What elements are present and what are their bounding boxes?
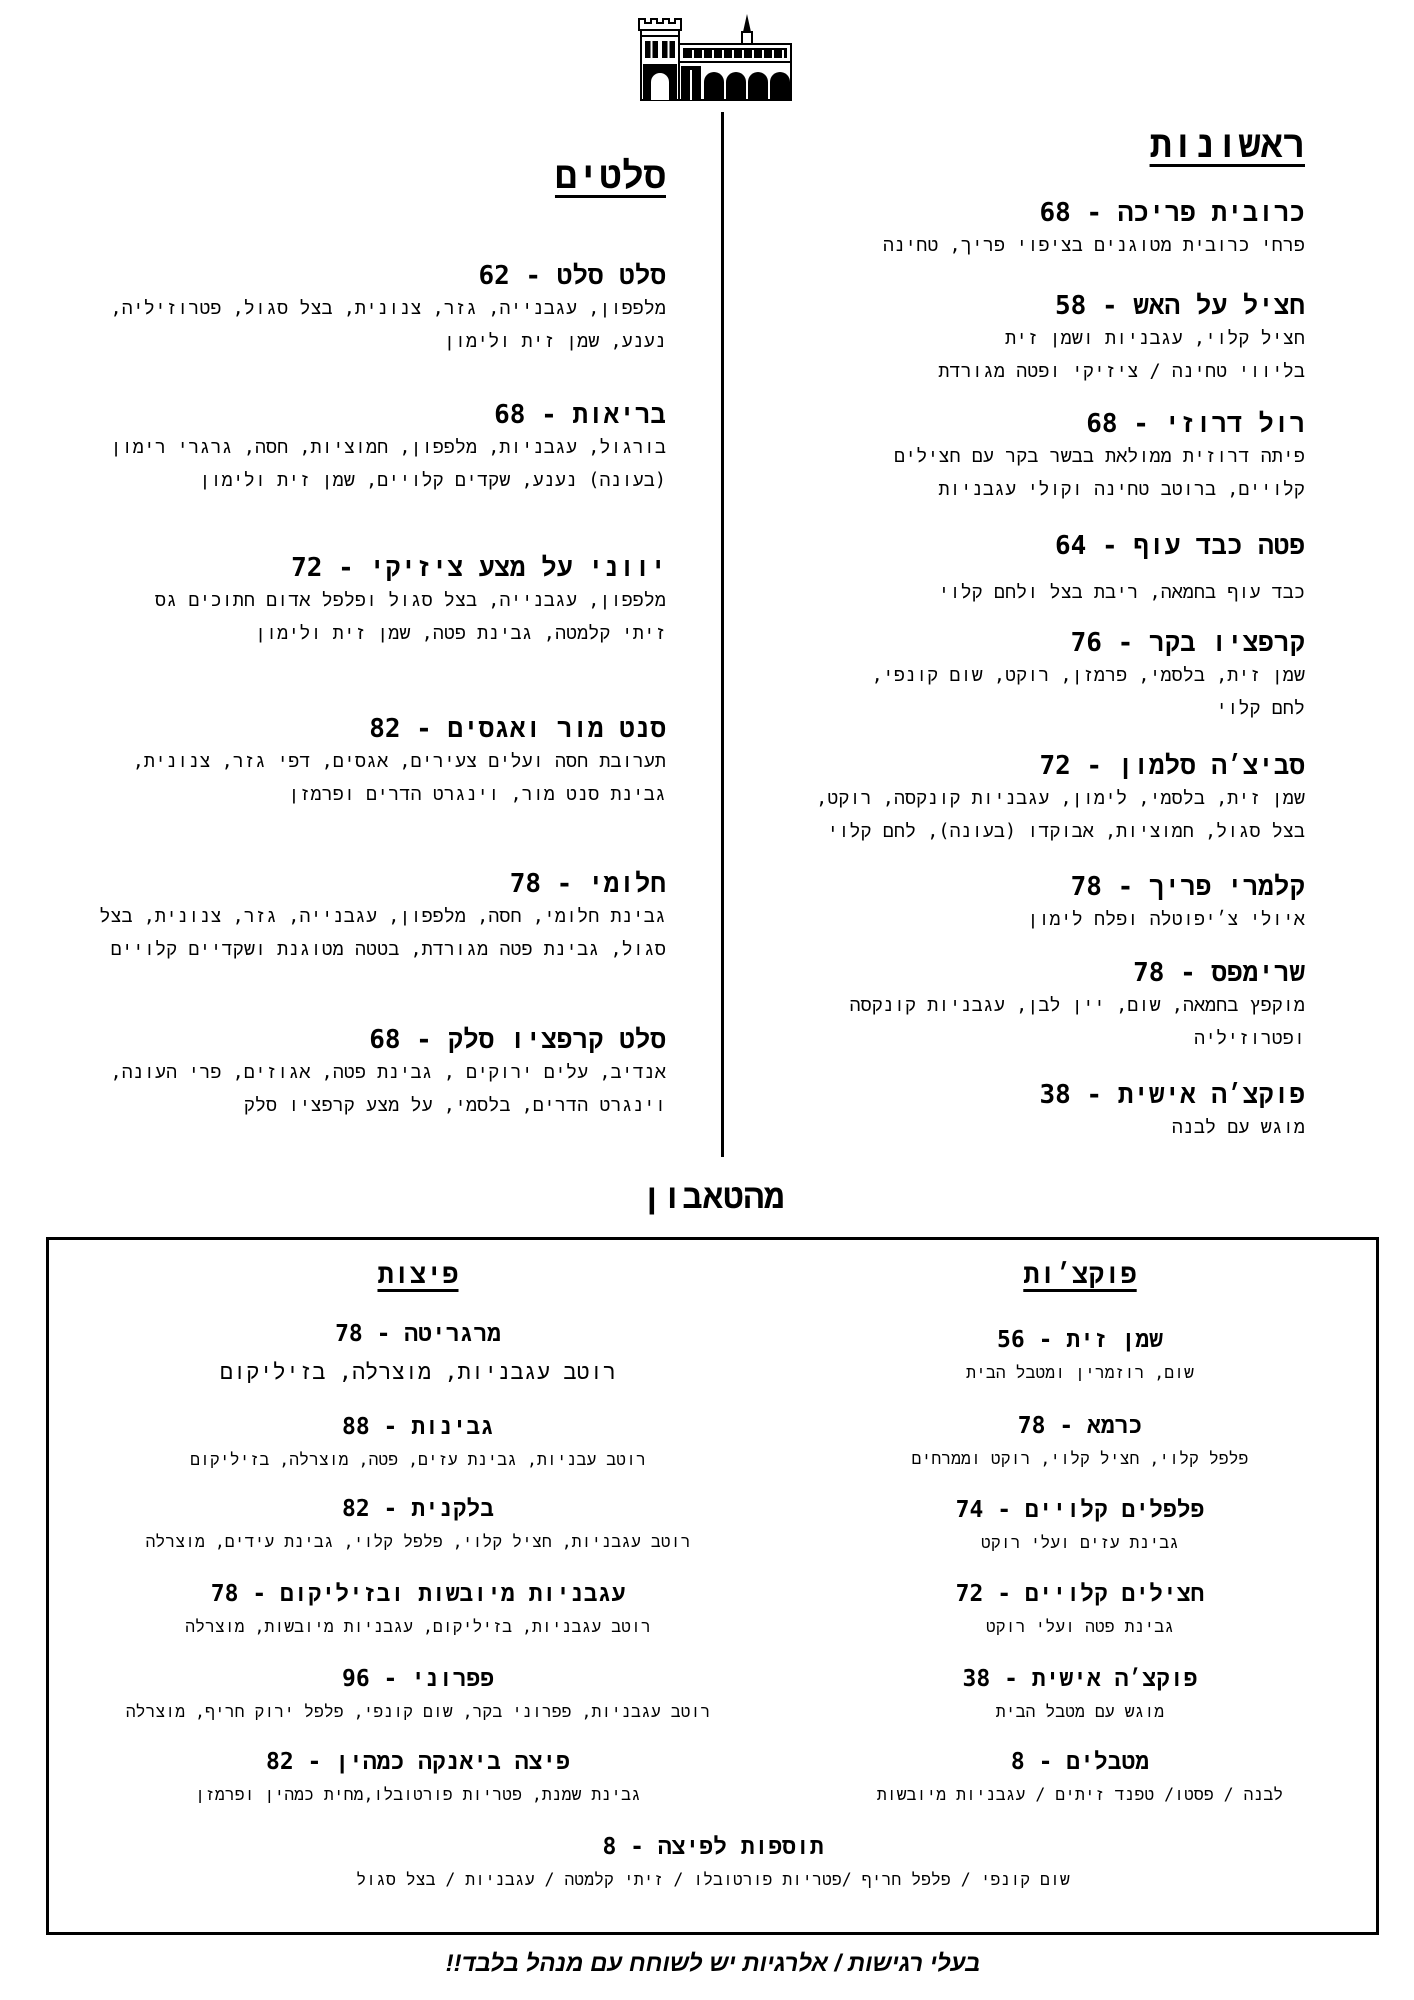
castle-logo-icon — [636, 12, 796, 104]
item-description: גבינת חלומי, חסה, מלפפון, עגבנייה, גזר, צנונית, בצל — [99, 906, 666, 927]
item-description: שום קונפי / פלפל חריף /פטריות פורטובלו / זיתי קלמטה / עגבניות / בצל סגול — [356, 1870, 1070, 1889]
menu-item — [133, 713, 666, 811]
menu-item — [800, 1495, 1360, 1556]
menu-item — [800, 1664, 1360, 1725]
item-description: לבנה / פסטו/ טפנד זיתים / עגבניות מיובשות — [876, 1785, 1284, 1804]
menu-item — [938, 290, 1305, 388]
menu-item — [99, 868, 666, 966]
item-title: קרפציו בקר - 76 — [1070, 628, 1305, 658]
item-description: כבד עוף בחמאה, ריבת בצל ולחם קלוי — [938, 582, 1305, 603]
item-title: סלט קרפציו סלק - 68 — [369, 1025, 666, 1055]
menu-item — [111, 399, 667, 497]
menu-item — [800, 1579, 1360, 1640]
item-title: סלט סלט - 62 — [478, 261, 666, 291]
item-title: בריאות - 68 — [494, 400, 666, 430]
item-title: עגבניות מיובשות ובזיליקום - 78 — [210, 1581, 626, 1607]
menu-item — [816, 750, 1305, 848]
menu-item — [78, 1664, 758, 1725]
item-title: חציל על האש - 58 — [1054, 291, 1305, 321]
item-description: פרחי כרובית מטוגנים בציפוי פריך, טחינה — [882, 235, 1305, 256]
item-title: פלפלים קלויים - 74 — [955, 1497, 1205, 1523]
menu-item — [1039, 1079, 1305, 1144]
item-description: תערובת חסה ועלים צעירים, אגסים, דפי גזר, צנונית, — [132, 751, 666, 772]
menu-item — [110, 1024, 666, 1122]
menu-item — [800, 1411, 1360, 1472]
item-description: נענע, שמן זית ולימון — [443, 331, 666, 352]
item-description: זיתי קלמטה, גבינת פטה, שמן זית ולימון — [254, 623, 666, 644]
item-description: גבינת סנט מור, וינגרט הדרים ופרמזן — [288, 784, 666, 805]
item-title: גבינות - 88 — [341, 1414, 495, 1440]
item-description: (בעונה) נענע, שקדים קלויים, שמן זית ולימון — [199, 470, 666, 491]
item-title: סביצ׳ה סלמון - 72 — [1039, 751, 1305, 781]
menu-item — [800, 1747, 1360, 1808]
item-description: שמן זית, בלסמי, לימון, עגבניות קונקסה, רוקט, — [816, 788, 1305, 809]
item-description: וינגרט הדרים, בלסמי, על מצע קרפציו סלק — [243, 1095, 666, 1116]
menu-item — [850, 957, 1306, 1055]
item-description: גבינת עזים ועלי רוקט — [980, 1533, 1180, 1552]
menu-item — [883, 197, 1305, 262]
item-title: פיצה ביאנקה כמהין - 82 — [266, 1749, 570, 1775]
item-title: תוספות לפיצה - 8 — [602, 1834, 824, 1860]
item-description: מוגש עם מטבל הבית — [995, 1702, 1165, 1721]
item-title: שמן זית - 56 — [997, 1327, 1163, 1353]
item-description: חציל קלוי, עגבניות ושמן זית — [1005, 328, 1305, 349]
item-description: מוקפץ בחמאה, שום, יין לבן, עגבניות קונקסה — [849, 995, 1305, 1016]
item-title: שרימפס - 78 — [1133, 958, 1305, 988]
allergy-notice: בעלי רגישות / אלרגיות יש לשוחח עם מנהל בלבד!! — [445, 1950, 981, 1977]
item-description: אנדיב, עלים ירוקים , גבינת פטה, אגוזים, פרי העונה, — [110, 1062, 666, 1083]
item-description: בורגול, עגבניות, מלפפון, חמוציות, חסה, גרגרי רימון — [110, 437, 666, 458]
item-title: מטבלים - 8 — [1010, 1749, 1150, 1775]
item-description: סגול, גבינת פטה מגורדת, בטטה מטוגנת ושקדיים קלויים — [110, 939, 666, 960]
item-title: פפרוני - 96 — [341, 1666, 495, 1692]
item-description: ופטרוזיליה — [1193, 1028, 1305, 1049]
menu-item — [800, 1325, 1360, 1386]
item-description: גבינת שמנת, פטריות פורטובלו,מחית כמהין ופרמזן — [195, 1785, 641, 1804]
menu-item — [872, 627, 1305, 725]
item-description: מלפפון, עגבנייה, בצל סגול ופלפל אדום חתוכים גס — [154, 590, 666, 611]
menu-item — [938, 530, 1305, 609]
item-title: בלקנית - 82 — [341, 1496, 495, 1522]
item-title: קלמרי פריך - 78 — [1070, 872, 1305, 902]
item-description: רוטב עגבניות, בזיליקום, עגבניות מיובשות, מוצרלה — [185, 1617, 651, 1636]
item-description: רוטב עגבניות, מוצרלה, בזיליקום — [219, 1360, 617, 1385]
starters-heading: ראשונות — [1149, 123, 1305, 166]
item-title: יווני על מצע ציזיקי - 72 — [291, 553, 666, 583]
item-title: חצילים קלויים - 72 — [955, 1581, 1205, 1607]
menu-item — [1027, 871, 1305, 936]
item-title: כרמא - 78 — [1017, 1413, 1143, 1439]
item-description: רוטב עגבניות, חציל קלוי, פלפל קלוי, גבינת עידים, מוצרלה — [145, 1532, 691, 1551]
item-title: רול דרוזי - 68 — [1086, 409, 1305, 439]
menu-item — [78, 1319, 758, 1388]
item-description: שמן זית, בלסמי, פרמזן, רוקט, שום קונפי, — [871, 665, 1305, 686]
menu-item — [894, 408, 1305, 506]
column-divider — [721, 112, 724, 1157]
item-title: חלומי - 78 — [509, 869, 666, 899]
item-title: פטה כבד עוף - 64 — [1054, 531, 1305, 561]
item-description: גבינת פטה ועלי רוקט — [985, 1617, 1175, 1636]
focaccias-heading: פוקצ׳ות — [1023, 1259, 1137, 1290]
item-title: מרגריטה - 78 — [335, 1321, 501, 1347]
taboon-heading: מהטאבון — [641, 1177, 785, 1217]
item-title: פוקצ׳ה אישית - 38 — [962, 1666, 1198, 1692]
menu-item — [155, 552, 666, 650]
item-description: שום, רוזמרין ומטבל הבית — [966, 1363, 1194, 1382]
item-description: בצל סגול, חמוציות, אבוקדו (בעונה), לחם קלוי — [827, 821, 1305, 842]
item-title: פוקצ׳ה אישית - 38 — [1039, 1080, 1305, 1110]
item-title: סנט מור ואגסים - 82 — [369, 714, 666, 744]
item-description: איולי צ׳יפוטלה ופלח לימון — [1027, 909, 1305, 930]
item-description: בליווי טחינה / ציזיקי ופטה מגורדת — [938, 361, 1305, 382]
menu-item — [78, 1579, 758, 1640]
item-description: פלפל קלוי, חציל קלוי, רוקט וממרחים — [911, 1449, 1249, 1468]
menu-item — [110, 260, 666, 358]
item-description: רוטב עגבניות, פפרוני בקר, שום קונפי, פלפל ירוק חריף, מוצרלה — [125, 1702, 711, 1721]
item-description: רוטב עבניות, גבינת עזים, פטה, מוצרלה, בזיליקום — [190, 1450, 646, 1469]
item-description: מלפפון, עגבנייה, גזר, צנונית, בצל סגול, פטרוזיליה, — [110, 298, 666, 319]
menu-item — [78, 1412, 758, 1473]
item-description: מוגש עם לבנה — [1171, 1117, 1305, 1138]
item-description: קלויים, ברוטב טחינה וקולי עגבניות — [938, 479, 1305, 500]
salads-heading: סלטים — [554, 154, 666, 197]
item-description: פיתה דרוזית ממולאת בבשר בקר עם חצילים — [894, 446, 1305, 467]
taboon-box — [46, 1237, 1379, 1935]
pizzas-heading: פיצות — [377, 1259, 459, 1290]
item-description: לחם קלוי — [1216, 698, 1305, 719]
pizza-toppings — [263, 1832, 1163, 1893]
menu-item — [78, 1494, 758, 1555]
item-title: כרובית פריכה - 68 — [1039, 198, 1305, 228]
menu-item — [78, 1747, 758, 1808]
